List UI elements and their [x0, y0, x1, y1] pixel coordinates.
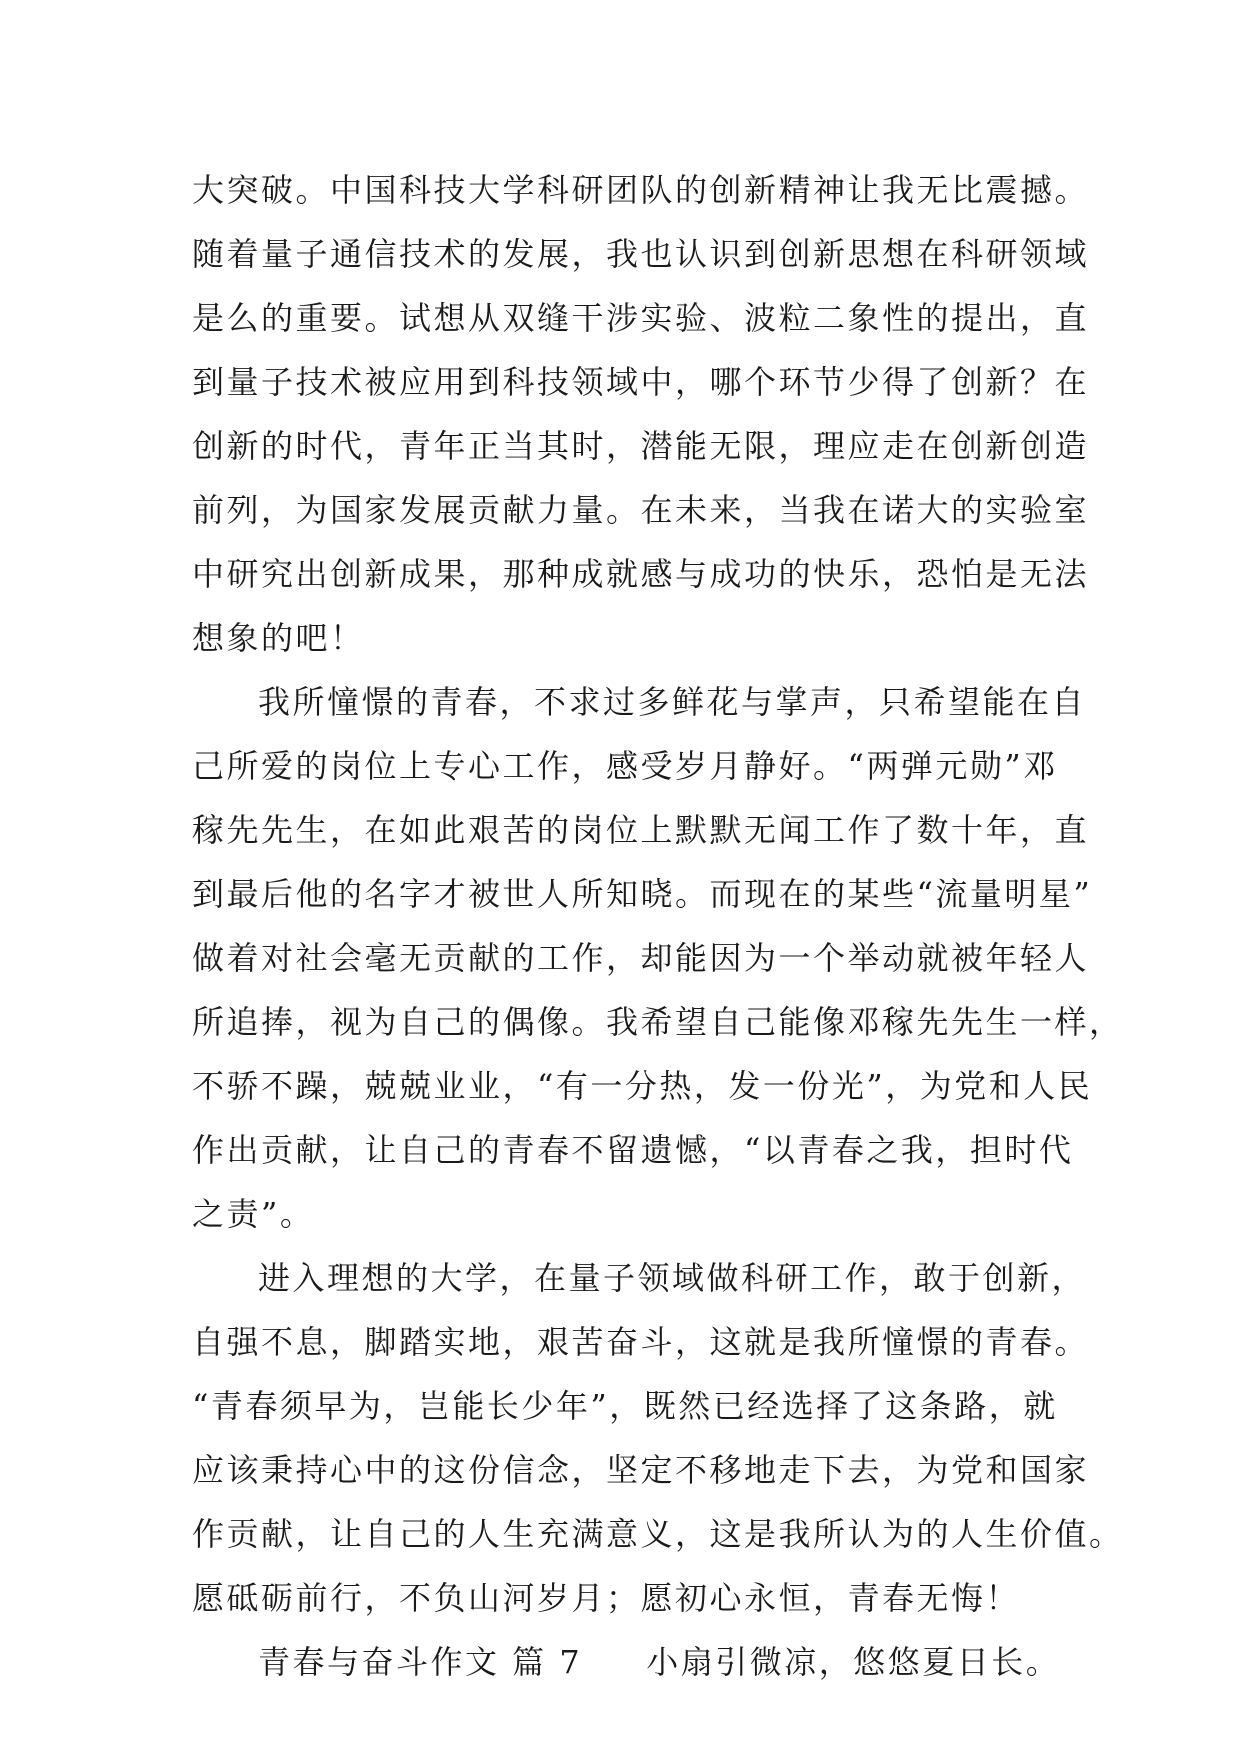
- text-line: 是么的重要。试想从双缝干涉实验、波粒二象性的提出，直: [192, 299, 1090, 337]
- text-line: 自强不息，脚踏实地，艰苦奋斗，这就是我所憧憬的青春。: [192, 1323, 1090, 1361]
- text-line: 稼先先生，在如此艰苦的岗位上默默无闻工作了数十年，直: [192, 811, 1090, 849]
- text-line: 大突破。中国科技大学科研团队的创新精神让我无比震撼。: [192, 171, 1090, 209]
- text-line: 作出贡献，让自己的青春不留遗憾，“以青春之我，担时代: [192, 1131, 1074, 1169]
- text-line: 之责”。: [192, 1195, 315, 1233]
- paragraph-start-line: 进入理想的大学，在量子领域做科研工作，敢于创新，: [258, 1259, 1087, 1297]
- section-heading: 青春与奋斗作文 篇 7: [258, 1643, 583, 1681]
- paragraph-start-line: 我所憧憬的青春，不求过多鲜花与掌声，只希望能在自: [258, 683, 1087, 721]
- text-line: 创新的时代，青年正当其时，潜能无限，理应走在创新创造: [192, 427, 1090, 465]
- text-line: 前列，为国家发展贡献力量。在未来，当我在诺大的实验室: [192, 491, 1090, 529]
- text-line: 所追捧，视为自己的偶像。我希望自己能像邓稼先先生一样，: [192, 1003, 1124, 1041]
- text-line: 到量子技术被应用到科技领域中，哪个环节少得了创新？在: [192, 363, 1090, 401]
- text-line: 应该秉持心中的这份信念，坚定不移地走下去，为党和国家: [192, 1451, 1090, 1489]
- text-line: 愿砥砺前行，不负山河岁月；愿初心永恒，青春无悔！: [192, 1579, 1021, 1617]
- text-line: “青春须早为，岂能长少年”，既然已经选择了这条路，就: [192, 1387, 1058, 1425]
- text-line: 己所爱的岗位上专心工作，感受岁月静好。“两弹元勋”邓: [192, 747, 1058, 785]
- text-line: 作贡献，让自己的人生充满意义，这是我所认为的人生价值。: [192, 1515, 1124, 1553]
- section-opening-text: 小扇引微凉，悠悠夏日长。: [646, 1643, 1061, 1681]
- section-heading-line: [192, 1630, 1072, 1694]
- text-line: 想象的吧！: [192, 619, 365, 657]
- document-body: [192, 158, 1124, 1694]
- text-line: 中研究出创新成果，那种成就感与成功的快乐，恐怕是无法: [192, 555, 1090, 593]
- text-line: 不骄不躁，兢兢业业，“有一分热，发一份光”，为党和人民: [192, 1067, 1093, 1105]
- text-line: 随着量子通信技术的发展，我也认识到创新思想在科研领域: [192, 235, 1090, 273]
- text-line: 做着对社会毫无贡献的工作，却能因为一个举动就被年轻人: [192, 939, 1090, 977]
- text-line: 到最后他的名字才被世人所知晓。而现在的某些“流量明星”: [192, 875, 1093, 913]
